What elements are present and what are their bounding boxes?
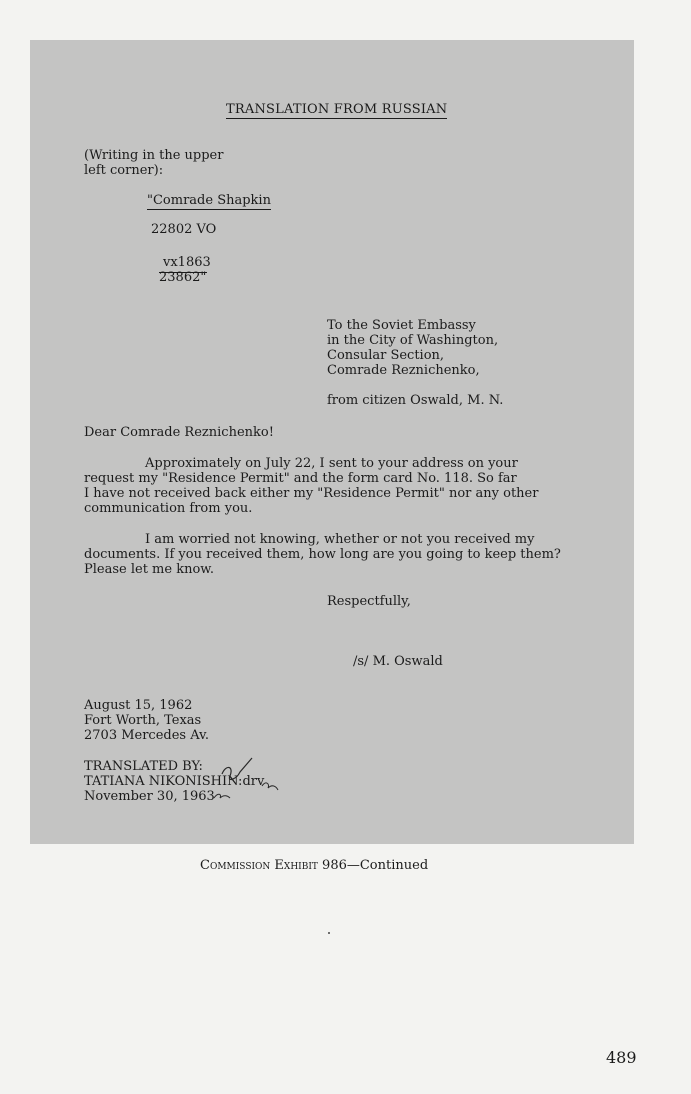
note-line-1: (Writing in the upper — [84, 148, 224, 163]
paragraph-1-line: request my "Residence Permit" and the form card No. 118. So far — [84, 471, 517, 486]
street-line: 2703 Mercedes Av. — [84, 728, 210, 743]
translation-date: November 30, 1963 — [84, 789, 215, 804]
note-line-2: left corner): — [84, 163, 164, 178]
paragraph-2-line: Please let me know. — [84, 562, 214, 577]
corner-numerator: vx1863 — [163, 255, 211, 270]
corner-denominator: 23862" — [159, 270, 207, 285]
paragraph-1-line: communication from you. — [84, 501, 253, 516]
paragraph-1-line: Approximately on July 22, I sent to your address on your — [145, 456, 518, 471]
paragraph-2-line: I am worried not knowing, whether or not you received my — [145, 532, 535, 547]
caption-prefix: Commission Exhibit — [200, 858, 318, 873]
speck — [328, 932, 330, 934]
address-line: To the Soviet Embassy — [327, 318, 476, 333]
address-line: Consular Section, — [327, 348, 445, 363]
page-number: 489 — [606, 1048, 637, 1067]
address-line: in the City of Washington, — [327, 333, 499, 348]
corner-code: 22802 VO — [151, 222, 217, 237]
closing: Respectfully, — [327, 594, 411, 609]
paragraph-1-line: I have not received back either my "Residence Permit" nor any other — [84, 486, 539, 501]
date-line: August 15, 1962 — [84, 698, 193, 713]
caption-suffix: 986—Continued — [322, 858, 429, 873]
translator-label: TRANSLATED BY: — [84, 759, 203, 774]
signature: /s/ M. Oswald — [353, 654, 443, 669]
translator-name: TATIANA NIKONISHIN:drv — [84, 774, 265, 789]
handwritten-initials — [212, 754, 292, 802]
paragraph-2-line: documents. If you received them, how long are you going to keep them? — [84, 547, 561, 562]
from-line: from citizen Oswald, M. N. — [327, 393, 504, 408]
salutation: Dear Comrade Reznichenko! — [84, 425, 274, 440]
corner-addressee: "Comrade Shapkin — [147, 193, 271, 208]
exhibit-caption — [200, 858, 428, 874]
document-heading: TRANSLATION FROM RUSSIAN — [226, 102, 448, 117]
address-line: Comrade Reznichenko, — [327, 363, 480, 378]
place-line: Fort Worth, Texas — [84, 713, 202, 728]
